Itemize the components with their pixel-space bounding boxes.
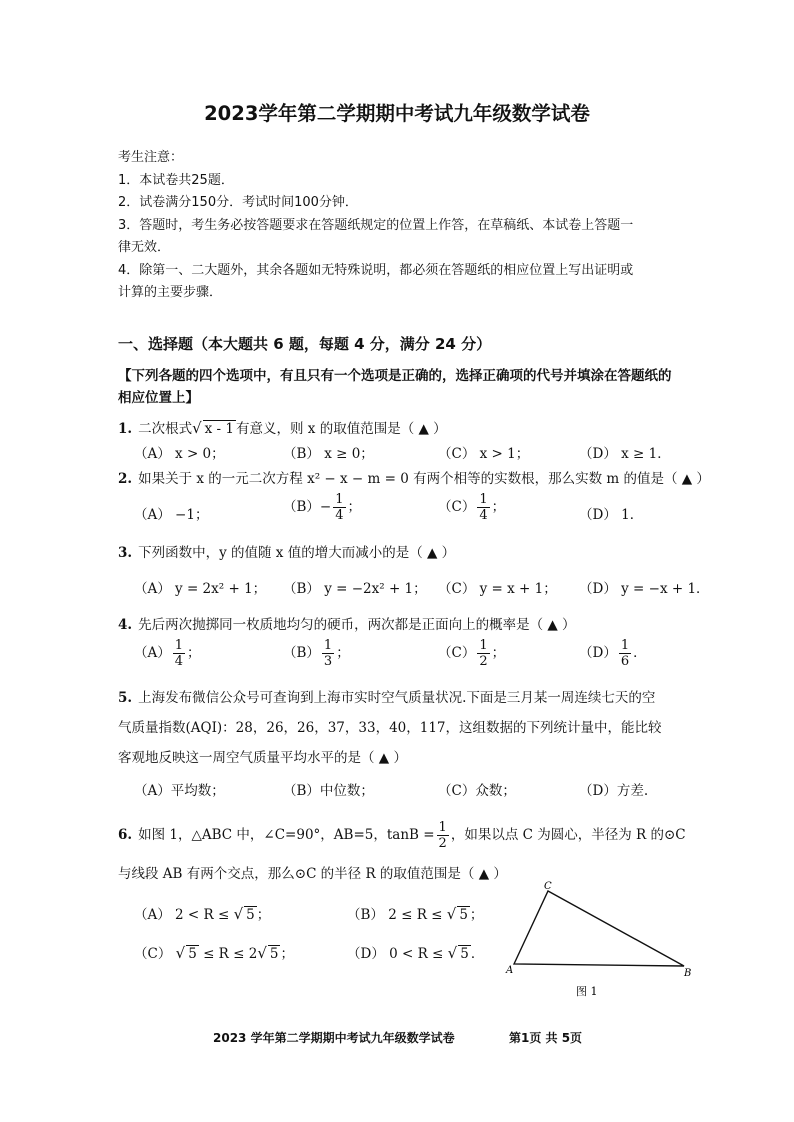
option-b: （B） y = −2x² + 1； (283, 581, 427, 597)
vertex-label-a: A (506, 965, 514, 976)
option-b (283, 638, 350, 669)
option-text: （A） 2 < R ≤ (134, 907, 234, 923)
option-c (438, 638, 505, 669)
option-a: （A） 2 < R ≤ √ 5 ； (134, 905, 271, 923)
option-a (134, 638, 201, 669)
triangle-abc (514, 891, 684, 966)
option-tail: ； (187, 645, 201, 661)
option-b (283, 492, 361, 523)
notice-line: 2．试卷满分150分．考试时间100分钟． (118, 195, 358, 210)
denominator: 4 (335, 508, 344, 523)
question-text: 下列函数中，y 的值随 x 值的增大而减小的是（ ▲ ） (138, 545, 456, 561)
numerator: 1 (174, 638, 184, 653)
option-a: （A）平均数； (134, 783, 225, 799)
option-tail: ； (491, 645, 506, 661)
fraction (333, 492, 345, 523)
option-tail: ； (469, 907, 484, 923)
option-label: （A） (134, 645, 171, 661)
radicand: 5 (460, 946, 469, 962)
numerator: 1 (438, 820, 447, 835)
option-tail: ； (491, 499, 506, 515)
option-d: （D） y = −x + 1． (579, 581, 710, 597)
option-label: （B） (283, 499, 320, 515)
numerator: 1 (620, 638, 630, 653)
question-text-line: 客观地反映这一周空气质量平均水平的是（ ▲ ） (118, 750, 407, 766)
question-text: 如果关于 x 的一元二次方程 x² − x − m = 0 有两个相等的实数根，那么实数 m 的值是（ ▲ ） (138, 471, 710, 487)
question-text-line: 气质量指数(AQI)：28，26，26，37，33，40，117，这组数据的下列统计量中，能比较 (118, 720, 662, 736)
question-3 (118, 541, 455, 561)
denominator: 4 (479, 508, 488, 523)
figure-caption: 图 1 (576, 985, 598, 998)
option-d (579, 638, 647, 669)
question-text: 先后两次抛掷同一枚质地均匀的硬币，两次都是正面向上的概率是（ ▲ ） (138, 617, 576, 633)
denominator: 4 (174, 654, 184, 669)
option-label: （C） (438, 645, 476, 661)
fraction (322, 638, 334, 669)
section-instruction: 【下列各题的四个选项中，有且只有一个选项是正确的，选择正确项的代号并填涂在答题纸的相应位置上】 (118, 368, 672, 406)
option-b: （B） x ≥ 0； (283, 446, 374, 462)
vertex-label-b: B (684, 968, 692, 979)
question-number: 3. (118, 545, 133, 561)
footer-page-number: 第1页 共 5页 (509, 1031, 583, 1045)
denominator: 6 (620, 654, 630, 669)
question-number: 5. (118, 690, 133, 706)
option-d: （D） 1． (579, 507, 644, 523)
question-number: 4. (118, 617, 133, 633)
question-text: 上海发布微信公众号可查询到上海市实时空气质量状况.下面是三月某一周连续七天的空 (138, 690, 656, 706)
triangle-diagram (500, 880, 700, 1000)
question-number: 6. (118, 827, 133, 843)
option-label: （D） (579, 645, 617, 661)
option-c: （C） y = x + 1； (438, 581, 557, 597)
option-a: （A） −1； (134, 507, 209, 523)
option-text: ≤ R ≤ 2 (198, 946, 258, 962)
notice-line: 4．除第一、二大题外，其余各题如无特殊说明，都必须在答题纸的相应位置上写出证明或 (118, 262, 634, 278)
fraction (477, 492, 489, 523)
denominator: 2 (438, 836, 447, 851)
option-tail: ； (347, 499, 362, 515)
footer-title: 2023 学年第二学期期中考试九年级数学试卷 (213, 1031, 455, 1045)
fraction (437, 820, 449, 851)
option-b: （B） 2 ≤ R ≤ √ 5 ； (347, 905, 484, 923)
notice-line: 1．本试卷共25题． (118, 172, 234, 188)
option-text: （D） 0 < R ≤ (347, 946, 448, 962)
option-tail: ． (633, 645, 647, 661)
vertex-label-c: C (544, 881, 552, 892)
question-text: 如图 1，△ABC 中，∠C=90°，AB=5，tanB = (138, 827, 435, 843)
option-c (438, 492, 505, 523)
numerator: 1 (479, 492, 488, 507)
option-a: （A） y = 2x² + 1； (134, 581, 267, 597)
figure-triangle (500, 880, 700, 1004)
question-5 (118, 686, 655, 706)
option-c: （C）众数； (438, 783, 516, 799)
denominator: 3 (323, 654, 333, 669)
option-text: （B） 2 ≤ R ≤ (347, 907, 447, 923)
option-label: （C） (438, 499, 476, 515)
question-6 (118, 820, 686, 851)
notice-heading: 考生注意： (118, 150, 184, 165)
page-title: 2023学年第二学期期中考试九年级数学试卷 (204, 102, 590, 125)
minus-sign: − (319, 499, 332, 515)
question-4 (118, 613, 576, 633)
notice-line: 计算的主要步骤． (118, 285, 223, 300)
fraction (477, 638, 489, 669)
option-d: （D） x ≥ 1． (579, 446, 671, 462)
fraction (173, 638, 185, 669)
notice-line: 律无效． (118, 240, 171, 255)
option-c: （C） x > 1； (438, 446, 530, 462)
denominator: 2 (479, 654, 488, 669)
option-c: （C） √ 5 ≤ R ≤ 2√ 5 ； (134, 944, 294, 962)
fraction (619, 638, 631, 669)
option-tail: ； (280, 946, 294, 962)
option-tail: ． (470, 946, 485, 962)
numerator: 1 (323, 638, 333, 653)
notice-block (118, 147, 698, 305)
question-text: ，如果以点 C 为圆心，半径为 R 的⊙C (450, 827, 686, 843)
option-tail: ； (256, 907, 271, 923)
numerator: 1 (479, 638, 488, 653)
radicand: 5 (269, 946, 279, 962)
option-a: （A） x > 0； (134, 446, 225, 462)
radicand: 5 (459, 907, 468, 923)
question-text-line: 与线段 AB 有两个交点，那么⊙C 的半径 R 的取值范围是（ ▲ ） (118, 866, 507, 882)
option-label: （B） (283, 645, 320, 661)
notice-line: 3．答题时，考生务必按答题要求在答题纸规定的位置上作答，在草稿纸、本试卷上答题一 (118, 217, 634, 233)
question-text: 二次根式 (138, 421, 193, 437)
numerator: 1 (335, 492, 344, 507)
radicand: x - 1 (204, 421, 235, 437)
option-d: （D） 0 < R ≤ √ 5 ． (347, 944, 485, 962)
question-1: 1. 二次根式√ x - 1 有意义，则 x 的取值范围是（ ▲ ） (118, 419, 447, 437)
option-b: （B）中位数； (283, 783, 374, 799)
radicand: 5 (246, 907, 255, 923)
question-text: 有意义，则 x 的取值范围是（ ▲ ） (236, 421, 447, 437)
option-d: （D）方差. (579, 783, 649, 799)
option-text: （C） (134, 946, 176, 962)
question-number: 1. (118, 421, 133, 437)
radicand: 5 (188, 946, 197, 962)
section-title: 一、选择题（本大题共 6 题，每题 4 分，满分 24 分） (118, 335, 492, 353)
option-tail: ； (336, 645, 350, 661)
question-2 (118, 467, 710, 487)
question-number: 2. (118, 471, 133, 487)
